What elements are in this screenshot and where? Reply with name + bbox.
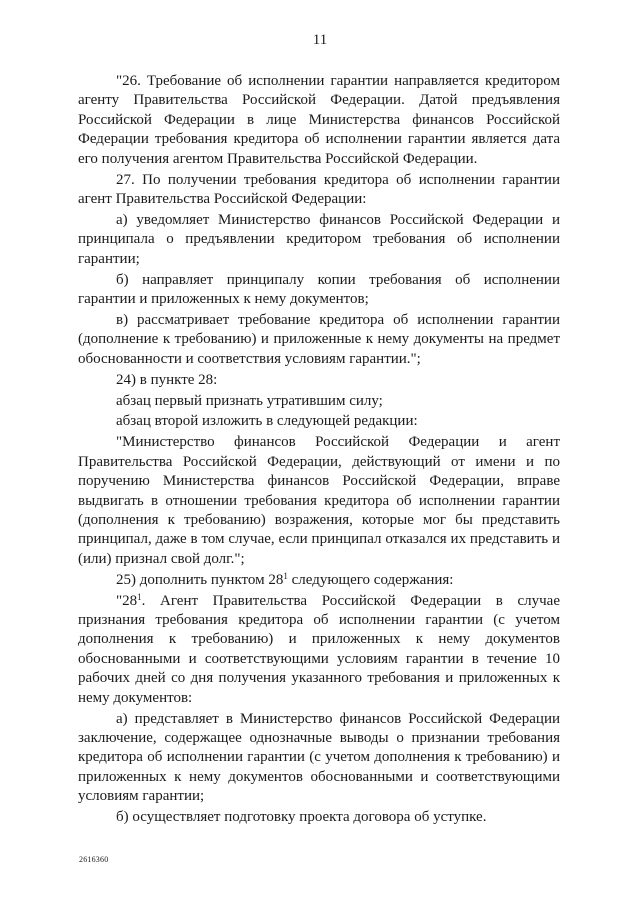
subitem-b: б) направляет принципалу копии требования об исполнении гарантии и приложенных к нему документов; bbox=[78, 271, 560, 307]
page-number: 11 bbox=[312, 32, 328, 48]
item-25-superscript: 1 bbox=[283, 570, 288, 581]
paragraph-28-1-superscript: 1 bbox=[137, 591, 142, 602]
paragraph-26: "26. Требование об исполнении гарантии направляется кредитором агенту Правительства Российской Федерации. Датой предъявления Российской Федерации в лице Министерства финансов Российской Федерации требования кредитора об исполнении гарантии является дата его получения агентом Правительства Российской Федерации. bbox=[78, 73, 560, 167]
subitem-a: а) уведомляет Министерство финансов Российской Федерации и принципала о предъявлении кредитором требования об исполнении гарантии; bbox=[78, 211, 560, 267]
document-body bbox=[78, 72, 560, 827]
item-24: 24) в пункте 28: bbox=[116, 371, 218, 388]
item-25-text: 25) дополнить пунктом 28 bbox=[116, 571, 284, 588]
paragraph-ministry: "Министерство финансов Российской Федерации и агент Правительства Российской Федерации, действующий от имени и по поручению Министерства финансов Российской Федерации, вправе выдвигать в отношении требования кредитора об исполнении гарантии (дополнения к требованию) возражения, которые мог бы представить принципал, даже в том случае, если принципал отказался их представить и (или) признал свой долг."; bbox=[78, 434, 560, 567]
item-25 bbox=[78, 571, 560, 590]
paragraph-28-1-text: . Агент Правительства Российской Федерации в случае признания требования кредитора об исполнении гарантии (с учетом дополнения к требованию) и приложенных к нему документов обоснованными и соответствующими условиям гарантии в течение 10 рабочих дней со дня получения указанного требования и приложенных к нему документов: bbox=[78, 592, 560, 706]
subitem-a-conclusion: а) представляет в Министерство финансов Российской Федерации заключение, содержащее однозначные выводы о признании требования кредитора об исполнении гарантии (с учетом дополнения к требованию) и приложенных к нему документов обоснованными и соответствующими условиям гарантии; bbox=[78, 710, 560, 805]
paragraph-27: 27. По получении требования кредитора об исполнении гарантии агент Правительства Российской Федерации: bbox=[78, 171, 560, 207]
subitem-v: в) рассматривает требование кредитора об исполнении гарантии (дополнение к требованию) и приложенные к нему документы на предмет обоснованности и соответствия условиям гарантии."; bbox=[78, 311, 560, 367]
document-code: 2616360 bbox=[79, 855, 109, 864]
subitem-b-assignment: б) осуществляет подготовку проекта договора об уступке. bbox=[116, 809, 487, 826]
item-25-text-end: следующего содержания: bbox=[287, 571, 454, 588]
paragraph-28-1 bbox=[78, 592, 560, 708]
paragraph-second-edit: абзац второй изложить в следующей редакции: bbox=[116, 413, 418, 430]
paragraph-first-void: абзац первый признать утратившим силу; bbox=[116, 392, 383, 409]
paragraph-28-1-number: "28 bbox=[116, 592, 138, 609]
